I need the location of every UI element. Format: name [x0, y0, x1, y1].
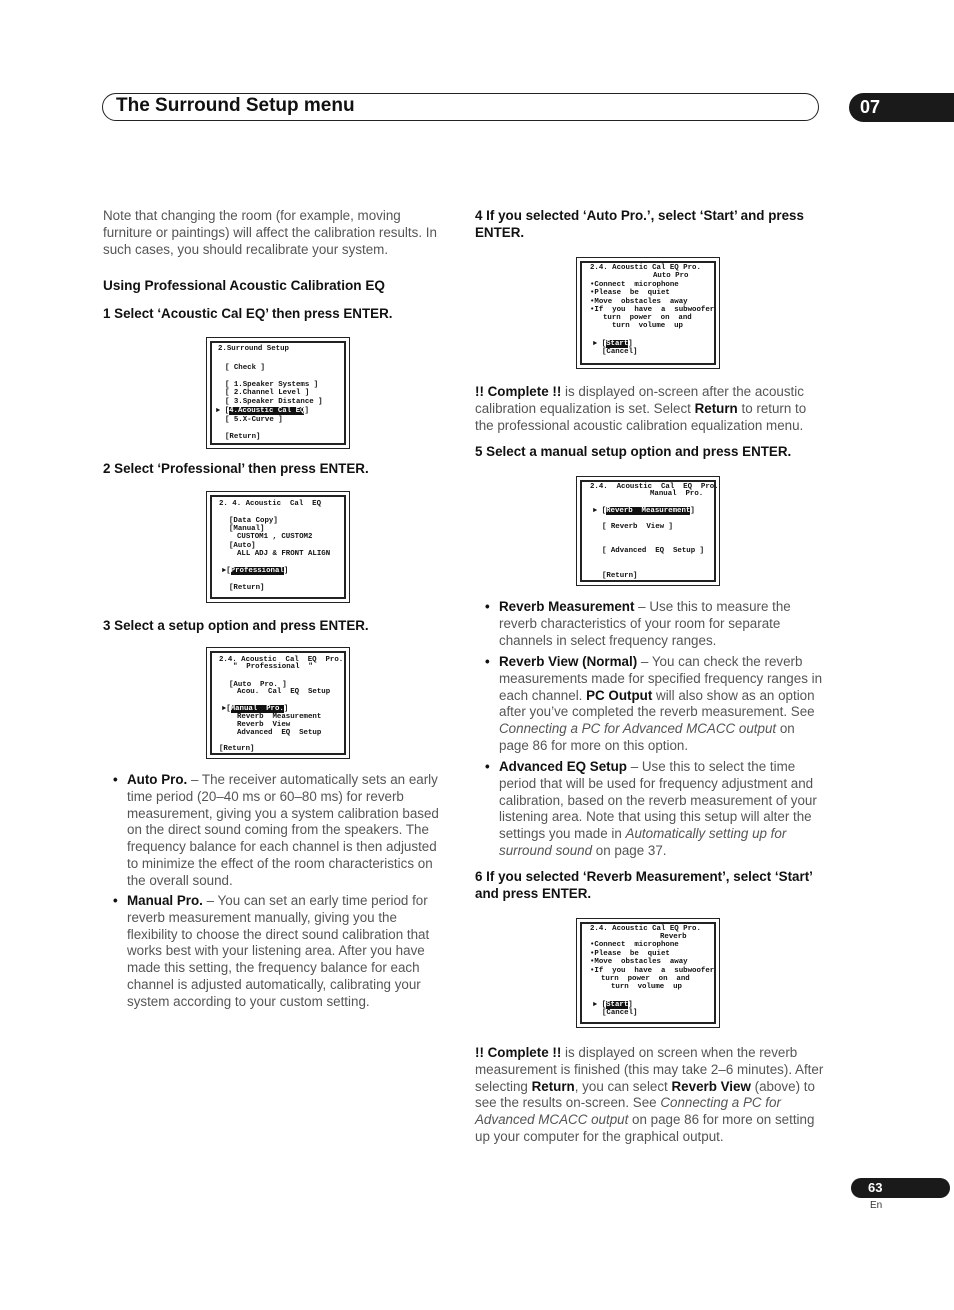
screen-return: [Return] [602, 572, 638, 580]
bullet-dot: • [485, 654, 490, 669]
step-5: 5 Select a manual setup option and press ENTER. [475, 444, 792, 459]
screen-item: [ 2.Channel Level ] [225, 389, 310, 397]
cursor-arrow-icon: ► [593, 507, 598, 515]
screen-title: 2.4. Acoustic Cal EQ Pro. [590, 264, 701, 272]
bullet-advanced-eq-setup: • Advanced EQ Setup – Use this to select the time period that will be used for frequency adjustment and calibration, based on the reverb measurement of your listening area. Note that using this setup will alter the settings you made in Automatically setting up for surround sound on page 37. [485, 759, 817, 858]
screen-title: 2.4. Acoustic Cal EQ Pro. [590, 925, 701, 933]
osd-screen-manual-pro [576, 476, 720, 586]
screen-item: [ 3.Speaker Distance ] [225, 398, 323, 406]
bullet-dot: • [485, 599, 490, 614]
step-1: 1 Select ‘Acoustic Cal EQ’ then press ENTER. [103, 306, 393, 321]
cursor-arrow-icon: ► [593, 340, 598, 348]
screen-line: •Move obstacles away [590, 298, 688, 306]
screen-title: 2.4. Acoustic Cal EQ Pro. [219, 656, 344, 664]
screen-line: •Move obstacles away [590, 958, 688, 966]
page-title: The Surround Setup menu [116, 95, 355, 116]
osd-screen-surround-setup [206, 337, 350, 449]
screen-return: [Return] [225, 433, 261, 441]
screen-return: [Return] [229, 584, 265, 592]
screen-line: turn power on and [601, 975, 690, 983]
screen-subtitle: " Professional " [233, 663, 313, 671]
bullet-dot: • [113, 893, 118, 908]
complete-paragraph-1: !! Complete !! is displayed on-screen after the acoustic calibration equalization is set. Select Return to return to the professional acoustic calibration equalization menu. [475, 384, 807, 433]
screen-item: ALL ADJ & FRONT ALIGN [237, 550, 331, 558]
cursor-arrow-icon: ► [216, 407, 221, 415]
screen-item-selected: ► [4.Acoustic Cal EQ] [216, 407, 309, 415]
screen-item-selected: ►[Professional] [222, 567, 289, 575]
screen-return: [Return] [219, 745, 255, 753]
screen-item: [Data Copy] [229, 517, 278, 525]
complete-paragraph-2: !! Complete !! is displayed on screen when the reverb measurement is finished (this may take 2–6 minutes). After selecting Return, you can select Reverb View (above) to see the results on-screen. See Connecting a PC for Advanced MCACC output on page 86 for more on setting up your computer for the graphical output. [475, 1045, 824, 1144]
screen-line: •Please be quiet [590, 950, 670, 958]
page-number: 63 [851, 1178, 950, 1198]
cursor-arrow-icon: ► [222, 705, 227, 713]
cursor-arrow-icon: ► [593, 1001, 598, 1009]
screen-item: [ 1.Speaker Systems ] [225, 381, 319, 389]
osd-screen-auto-pro [576, 257, 720, 369]
bullet-dot: • [485, 759, 490, 774]
screen-title: 2. 4. Acoustic Cal EQ [219, 500, 322, 508]
step-3: 3 Select a setup option and press ENTER. [103, 618, 369, 633]
screen-item-selected: ► [Reverb Measurement] [593, 507, 695, 515]
osd-screen-cal-eq-pro [206, 647, 350, 759]
screen-line: turn volume up [612, 322, 683, 330]
intro-paragraph: Note that changing the room (for example, moving furniture or paintings) will affect the calibration results. In such cases, you should recalibrate your system. [103, 208, 437, 257]
screen-subtitle: Auto Pro [653, 272, 689, 280]
screen-subtitle: Reverb [660, 933, 687, 941]
screen-start-selected: ► [Start] [593, 1001, 633, 1009]
screen-item: Reverb Measurement [237, 713, 322, 721]
screen-item: Acou. Cal EQ Setup [237, 688, 331, 696]
screen-item: Reverb View [237, 721, 291, 729]
bullet-reverb-view: • Reverb View (Normal) – You can check the reverb measurements made for specified frequency ranges in each channel. PC Output will also show as an option after you’ve completed the reverb measurement. See Connecting a PC for Advanced MCACC output on page 86 for more on this option. [485, 654, 823, 753]
screen-line: turn power on and [603, 314, 692, 322]
screen-item-selected: ►[Manual Pro.] [222, 705, 289, 713]
screen-line: •If you have a subwoofer [590, 967, 715, 975]
step-2: 2 Select ‘Professional’ then press ENTER. [103, 461, 369, 476]
bullet-reverb-measurement: • Reverb Measurement – Use this to measure the reverb characteristics of your room for separate channels in select frequency ranges. [485, 599, 791, 648]
osd-screen-acoustic-cal-eq [206, 491, 350, 603]
screen-item: [Auto Pro. ] [229, 681, 287, 689]
screen-item: [Auto] [229, 542, 256, 550]
chapter-badge: 07 [849, 93, 954, 122]
screen-subtitle: Manual Pro. [650, 490, 704, 498]
cursor-arrow-icon: ► [222, 567, 227, 575]
screen-item: [ 5.X-Curve ] [225, 416, 283, 424]
screen-item: [ Check ] [225, 364, 265, 372]
bullet-auto-pro: • Auto Pro. – The receiver automatically sets an early time period (20–40 ms or 60–80 ms) for reverb measurement, giving you a system calibration based on the direct sound coming from the speakers. The frequency balance for each channel is then adjusted to minimize the effect of the room characteristics on the overall sound. [113, 772, 439, 888]
osd-screen-reverb [576, 918, 720, 1028]
screen-line: •Connect microphone [590, 281, 679, 289]
step-4: 4 If you selected ‘Auto Pro.’, select ‘Start’ and press ENTER. [475, 208, 804, 240]
screen-cancel: [Cancel] [602, 348, 638, 356]
section-heading: Using Professional Acoustic Calibration EQ [103, 278, 385, 293]
screen-line: turn volume up [611, 983, 682, 991]
screen-item: [ Advanced EQ Setup ] [602, 547, 705, 555]
screen-item: Advanced EQ Setup [237, 729, 322, 737]
screen-item: [Manual] [229, 525, 265, 533]
step-6: 6 If you selected ‘Reverb Measurement’, select ‘Start’ and press ENTER. [475, 869, 813, 901]
screen-start-selected: ► [Start] [593, 340, 633, 348]
screen-title: 2.4. Acoustic Cal EQ Pro. [590, 483, 719, 491]
screen-item: [ Reverb View ] [602, 523, 673, 531]
screen-line: •Please be quiet [590, 289, 670, 297]
bullet-manual-pro: • Manual Pro. – You can set an early time period for reverb measurement manually, giving you the flexibility to choose the direct sound calibration that works best with your listening area. After you have made this setting, the frequency balance for each channel is adjusted automatically, calibrating your system according to your custom setting. [113, 893, 430, 1009]
bullet-dot: • [113, 772, 118, 787]
screen-cancel: [Cancel] [602, 1009, 638, 1017]
screen-line: •If you have a subwoofer [590, 306, 715, 314]
screen-item: CUSTOM1 , CUSTOM2 [237, 533, 313, 541]
screen-line: •Connect microphone [590, 941, 679, 949]
language-label: En [870, 1200, 883, 1211]
screen-title: 2.Surround Setup [218, 345, 289, 353]
